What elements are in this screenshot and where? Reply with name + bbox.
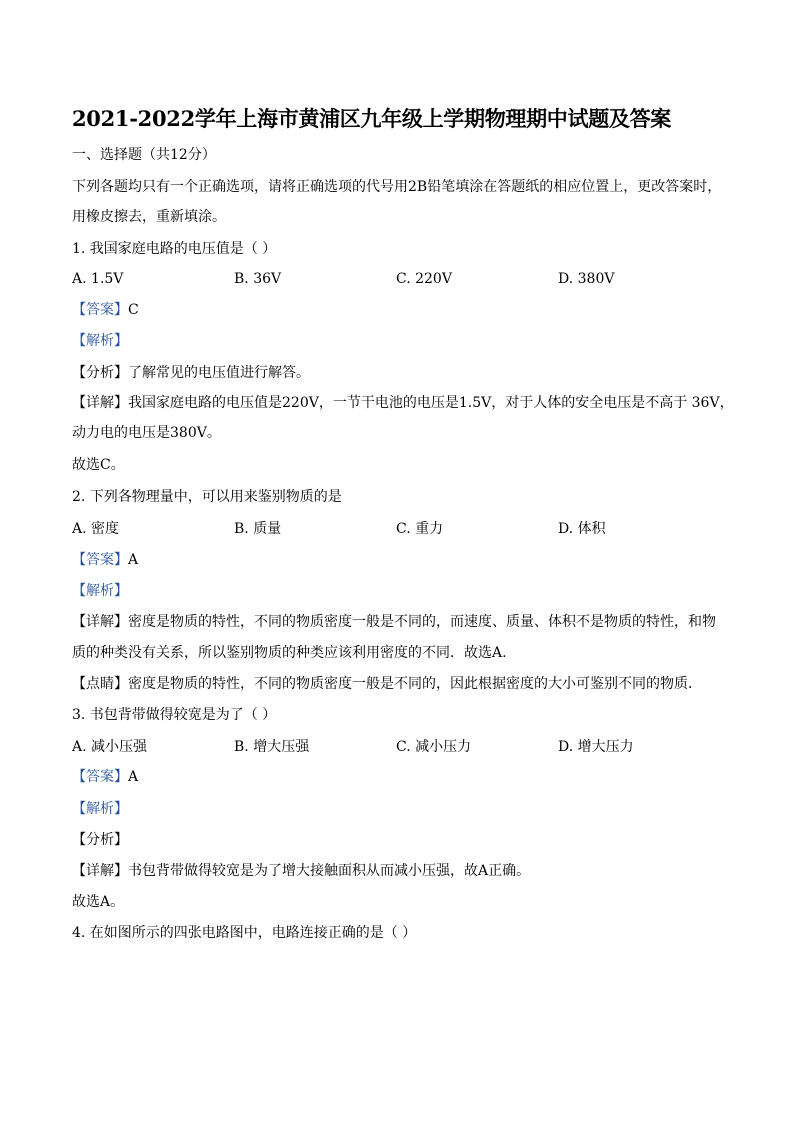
question-3-answer <box>72 766 138 788</box>
detail-tag: 【详解】 <box>72 614 128 630</box>
question-1-options <box>72 268 728 290</box>
answer-value: A <box>128 552 139 568</box>
question-2-options <box>72 518 728 540</box>
question-1-analysis-heading <box>72 330 128 352</box>
answer-tag: 【答案】 <box>72 552 128 568</box>
question-2-detail-line-1 <box>72 611 716 633</box>
question-2-answer <box>72 549 138 571</box>
detail-text: 书包背带做得较宽是为了增大接触面积从而减小压强，故A正确。 <box>128 863 531 879</box>
detail-tag: 【详解】 <box>72 863 128 879</box>
question-1-option-a: A. 1.5V <box>72 271 124 287</box>
question-1-answer <box>72 299 139 321</box>
question-3-fenxi <box>72 829 128 851</box>
question-1-option-b: B. 36V <box>234 271 282 287</box>
question-3-analysis-heading <box>72 798 128 820</box>
question-3-option-d: D. 增大压力 <box>558 739 634 755</box>
instructions-line-1: 下列各题均只有一个正确选项，请将正确选项的代号用2B铅笔填涂在答题纸的相应位置上，更改答案时， <box>72 179 722 195</box>
detail-text: 密度是物质的特性，不同的物质密度一般是不同的，而速度、质量、体积不是物质的特性，和物 <box>128 614 716 630</box>
question-3-option-b: B. 增大压强 <box>234 739 310 755</box>
question-1-stem: 1. 我国家庭电路的电压值是（ ） <box>72 241 277 257</box>
answer-value: A <box>128 769 139 785</box>
instructions-line-2: 用橡皮擦去，重新填涂。 <box>72 209 226 225</box>
analysis-tag: 【解析】 <box>72 801 128 817</box>
question-1-detail-line-2: 动力电的电压是380V。 <box>72 425 221 441</box>
comment-text: 密度是物质的特性，不同的物质密度一般是不同的，因此根据密度的大小可鉴别不同的物质． <box>128 676 702 692</box>
analysis-tag: 【解析】 <box>72 333 128 349</box>
analysis-tag: 【解析】 <box>72 583 128 599</box>
question-2-option-d: D. 体积 <box>558 521 606 537</box>
question-1-option-d: D. 380V <box>558 271 615 287</box>
detail-text: 我国家庭电路的电压值是220V，一节干电池的电压是1.5V，对于人体的安全电压是不高于 36V， <box>128 395 734 411</box>
answer-tag: 【答案】 <box>72 769 128 785</box>
question-2-stem: 2. 下列各物理量中，可以用来鉴别物质的是 <box>72 489 342 505</box>
question-3-option-a: A. 减小压强 <box>72 739 148 755</box>
section-heading: 一、选择题（共12分） <box>72 147 216 163</box>
question-3-option-c: C. 减小压力 <box>396 739 472 755</box>
question-2-analysis-heading <box>72 580 128 602</box>
question-3-detail-line-1 <box>72 860 530 882</box>
question-2-detail-line-2: 质的种类没有关系，所以鉴别物质的种类应该利用密度的不同．故选A. <box>72 645 507 661</box>
fenxi-tag: 【分析】 <box>72 832 128 848</box>
question-1-conclusion: 故选C。 <box>72 457 125 473</box>
answer-value: C <box>128 302 139 318</box>
question-1-detail-line-1 <box>72 392 734 414</box>
question-2-option-c: C. 重力 <box>396 521 444 537</box>
answer-tag: 【答案】 <box>72 302 128 318</box>
question-2-option-b: B. 质量 <box>234 521 282 537</box>
question-3-conclusion: 故选A。 <box>72 894 125 910</box>
fenxi-text: 了解常见的电压值进行解答。 <box>128 365 310 381</box>
document-title: 2021-2022学年上海市黄浦区九年级上学期物理期中试题及答案 <box>72 106 672 131</box>
question-2-comment <box>72 673 702 695</box>
question-4-stem: 4. 在如图所示的四张电路图中，电路连接正确的是（ ） <box>72 925 417 941</box>
fenxi-tag: 【分析】 <box>72 365 128 381</box>
question-2-option-a: A. 密度 <box>72 521 120 537</box>
detail-tag: 【详解】 <box>72 395 128 411</box>
comment-tag: 【点睛】 <box>72 676 128 692</box>
question-3-stem: 3. 书包背带做得较宽是为了（ ） <box>72 707 277 723</box>
question-3-options <box>72 736 728 758</box>
question-1-fenxi <box>72 362 310 384</box>
question-1-option-c: C. 220V <box>396 271 452 287</box>
